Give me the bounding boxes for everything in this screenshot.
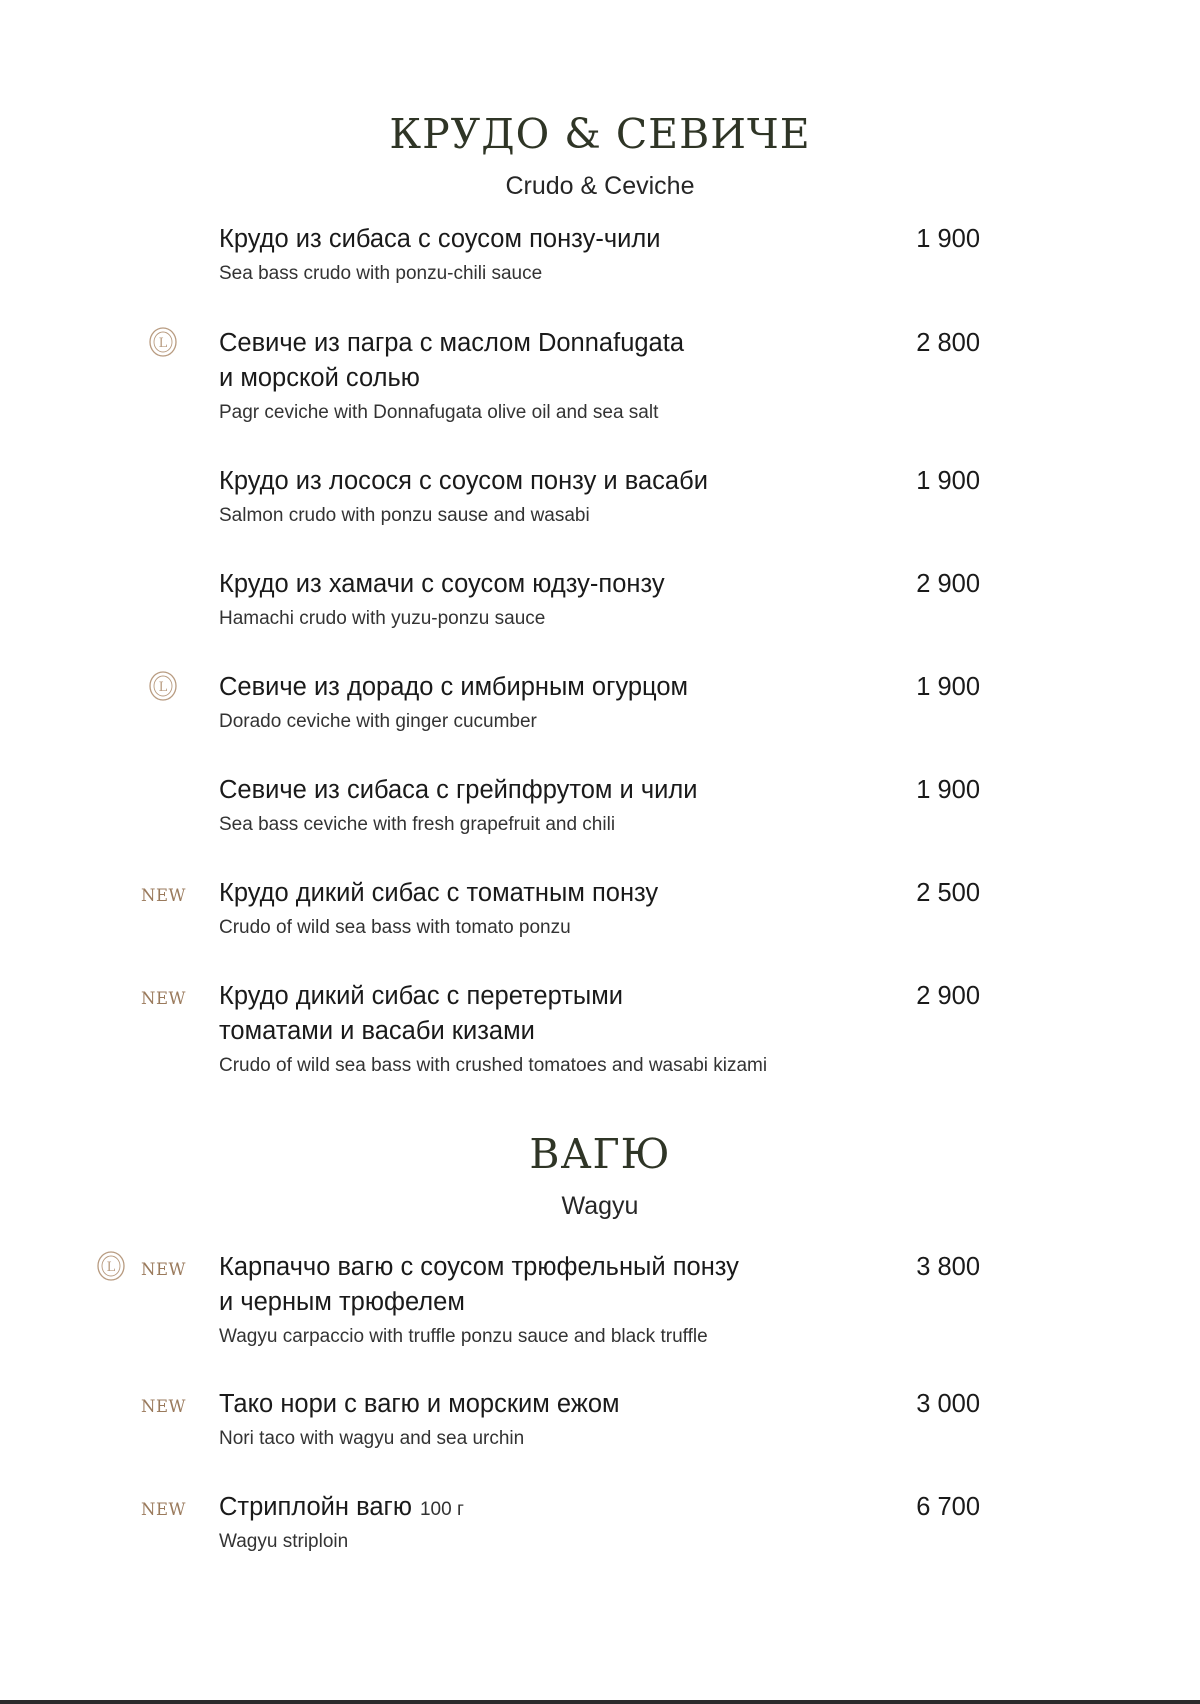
- section-subtitle: Crudo & Ceviche: [505, 172, 695, 200]
- dish-name: [219, 222, 839, 257]
- svg-text:L: L: [106, 1260, 116, 1275]
- dish-price: 3 800: [916, 1253, 980, 1281]
- dish-price: 1 900: [916, 776, 980, 804]
- bottom-border: [0, 1700, 1200, 1704]
- dish-description: Nori taco with wagyu and sea urchin: [219, 1428, 525, 1449]
- dish-price: 2 800: [916, 329, 980, 357]
- dish-price: 6 700: [916, 1493, 980, 1521]
- dish-description: Pagr ceviche with Donnafugata olive oil and sea salt: [219, 402, 659, 423]
- dish-name: [219, 464, 839, 499]
- dish-name-text: Крудо из сибаса с соусом понзу-чили: [219, 225, 661, 253]
- dish-description: Sea bass crudo with ponzu-chili sauce: [219, 263, 543, 284]
- l-emblem-icon: [95, 1249, 127, 1283]
- new-badge: NEW: [141, 1500, 186, 1519]
- new-badge: NEW: [141, 989, 186, 1008]
- dish-description: Sea bass ceviche with fresh grapefruit and chili: [219, 814, 616, 835]
- dish-name: [219, 979, 839, 1049]
- dish-name-text: Крудо дикий сибас с перетертыми томатами и васаби кизами: [219, 982, 624, 1045]
- dish-price: 1 900: [916, 467, 980, 495]
- dish-name-text: Севиче из сибаса с грейпфрутом и чили: [219, 776, 698, 804]
- new-badge: NEW: [141, 1260, 186, 1279]
- dish-weight: 100 г: [419, 1499, 464, 1520]
- l-emblem-icon: [147, 325, 179, 359]
- dish-name-text: Крудо из хамачи с соусом юдзу-понзу: [219, 570, 665, 598]
- dish-description: Hamachi crudo with yuzu-ponzu sauce: [219, 608, 546, 629]
- dish-price: 2 900: [916, 982, 980, 1010]
- dish-price: 2 500: [916, 879, 980, 907]
- dish-name-text: Севиче из пагра с маслом Donnafugata и морской солью: [219, 329, 685, 392]
- dish-price: 2 900: [916, 570, 980, 598]
- dish-name: [219, 1490, 839, 1527]
- dish-name: [219, 326, 839, 396]
- new-badge: NEW: [141, 886, 186, 905]
- dish-name: [219, 1387, 839, 1422]
- dish-name-text: Стриплойн вагю: [219, 1493, 412, 1521]
- dish-price: 3 000: [916, 1390, 980, 1418]
- dish-price: 1 900: [916, 225, 980, 253]
- dish-description: Crudo of wild sea bass with tomato ponzu: [219, 917, 571, 938]
- dish-description: Crudo of wild sea bass with crushed tomatoes and wasabi kizami: [219, 1055, 768, 1076]
- section-title: ВАГЮ: [529, 1130, 671, 1178]
- dish-name-text: Крудо из лосося с соусом понзу и васаби: [219, 467, 708, 495]
- dish-description: Dorado ceviche with ginger cucumber: [219, 711, 537, 732]
- section-subtitle: Wagyu: [561, 1192, 639, 1220]
- dish-name: [219, 1250, 839, 1320]
- dish-description: Wagyu carpaccio with truffle ponzu sauce and black truffle: [219, 1326, 708, 1347]
- l-emblem-icon: [147, 669, 179, 703]
- dish-name-text: Тако нори с вагю и морским ежом: [219, 1390, 620, 1418]
- dish-name: [219, 567, 839, 602]
- dish-name: [219, 670, 839, 705]
- svg-text:L: L: [158, 680, 168, 695]
- new-badge: NEW: [141, 1397, 186, 1416]
- dish-name: [219, 773, 839, 808]
- dish-name: [219, 876, 839, 911]
- section-title: КРУДО & СЕВИЧЕ: [389, 110, 811, 158]
- dish-price: 1 900: [916, 673, 980, 701]
- dish-name-text: Севиче из дорадо с имбирным огурцом: [219, 673, 689, 701]
- svg-text:L: L: [158, 336, 168, 351]
- dish-description: Salmon crudo with ponzu sause and wasabi: [219, 505, 590, 526]
- dish-name-text: Карпаччо вагю с соусом трюфельный понзу и черным трюфелем: [219, 1253, 739, 1316]
- dish-description: Wagyu striploin: [219, 1531, 349, 1552]
- dish-name-text: Крудо дикий сибас с томатным понзу: [219, 879, 659, 907]
